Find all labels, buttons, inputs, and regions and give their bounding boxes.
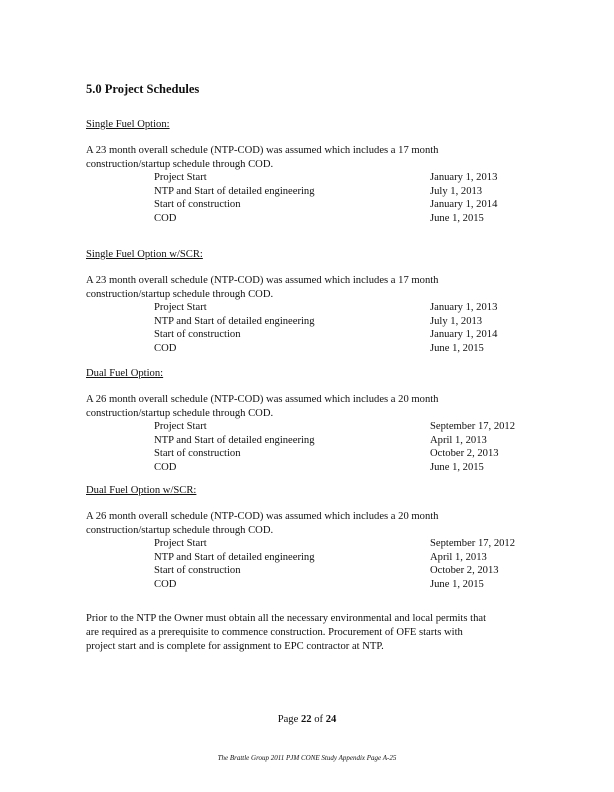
- description-line: A 23 month overall schedule (NTP-COD) was assumed which includes a 17 month: [86, 145, 439, 156]
- milestone-label: NTP and Start of detailed engineering: [154, 185, 315, 197]
- description-line: construction/startup schedule through COD.: [86, 407, 274, 419]
- milestone-date: October 2, 2013: [430, 448, 499, 459]
- schedule-row: [86, 461, 556, 475]
- section-description: [86, 510, 556, 537]
- description-line: A 26 month overall schedule (NTP-COD) was assumed which includes a 20 month: [86, 394, 439, 405]
- milestone-date: January 1, 2014: [430, 329, 498, 340]
- paragraph-line: are required as a prerequisite to commence construction. Procurement of OFE starts with: [86, 627, 463, 638]
- schedule-row: [86, 537, 556, 551]
- section-title: Single Fuel Option:: [86, 119, 170, 130]
- milestone-label: Start of construction: [154, 329, 241, 340]
- closing-paragraph: [86, 612, 546, 654]
- milestone-date: September 17, 2012: [430, 538, 516, 549]
- milestone-label: COD: [154, 461, 177, 473]
- schedule-section-dual-fuel-scr: [86, 484, 556, 591]
- milestone-date: June 1, 2015: [430, 212, 484, 224]
- schedule-row: [86, 420, 556, 434]
- milestone-date: January 1, 2013: [430, 302, 498, 313]
- milestone-label: Start of construction: [154, 448, 241, 459]
- milestone-date: June 1, 2015: [430, 461, 484, 473]
- milestone-label: Project Start: [154, 421, 207, 432]
- schedule-section-dual-fuel: [86, 367, 556, 474]
- page-current: 22: [300, 714, 312, 725]
- schedule-row: [86, 564, 556, 578]
- page-of: of: [314, 714, 324, 725]
- milestone-label: Project Start: [154, 538, 207, 549]
- schedule-row: [86, 185, 556, 199]
- milestone-label: COD: [154, 212, 177, 224]
- milestone-label: NTP and Start of detailed engineering: [154, 434, 315, 446]
- section-description: [86, 274, 556, 301]
- section-title: Dual Fuel Option w/SCR:: [86, 485, 197, 496]
- schedule-row: [86, 551, 556, 565]
- footer-citation: The Brattle Group 2011 PJM CONE Study Appendix Page A-25: [217, 754, 397, 762]
- description-line: A 26 month overall schedule (NTP-COD) was assumed which includes a 20 month: [86, 511, 439, 522]
- milestone-date: April 1, 2013: [430, 434, 487, 446]
- schedule-row: [86, 315, 556, 329]
- milestone-label: Project Start: [154, 302, 207, 313]
- page-total: 24: [325, 714, 337, 725]
- schedule-row: [86, 301, 556, 315]
- page-heading: 5.0 Project Schedules: [86, 82, 200, 96]
- milestone-date: January 1, 2013: [430, 172, 498, 183]
- milestone-label: COD: [154, 342, 177, 354]
- schedule-row: [86, 578, 556, 592]
- milestone-date: April 1, 2013: [430, 551, 487, 563]
- milestone-date: January 1, 2014: [430, 199, 498, 210]
- page-prefix: Page: [277, 714, 299, 725]
- milestone-date: June 1, 2015: [430, 342, 484, 354]
- schedule-row: [86, 342, 556, 356]
- section-description: [86, 144, 556, 171]
- paragraph-line: project start and is complete for assignment to EPC contractor at NTP.: [86, 641, 384, 652]
- milestone-label: Start of construction: [154, 199, 241, 210]
- schedule-row: [86, 212, 556, 226]
- milestone-label: COD: [154, 578, 177, 590]
- milestone-date: October 2, 2013: [430, 565, 499, 576]
- section-title: Dual Fuel Option:: [86, 368, 164, 379]
- description-line: construction/startup schedule through COD.: [86, 158, 274, 170]
- schedule-row: [86, 328, 556, 342]
- description-line: construction/startup schedule through COD.: [86, 524, 274, 536]
- schedule-section-single-fuel: [86, 118, 556, 225]
- milestone-label: NTP and Start of detailed engineering: [154, 551, 315, 563]
- schedule-row: [86, 434, 556, 448]
- milestone-date: June 1, 2015: [430, 578, 484, 590]
- section-description: [86, 393, 556, 420]
- page-number: [0, 714, 614, 725]
- schedule-section-single-fuel-scr: [86, 248, 556, 355]
- milestone-label: Project Start: [154, 172, 207, 183]
- description-line: A 23 month overall schedule (NTP-COD) was assumed which includes a 17 month: [86, 275, 439, 286]
- milestone-label: NTP and Start of detailed engineering: [154, 315, 315, 327]
- milestone-date: July 1, 2013: [430, 315, 483, 327]
- schedule-row: [86, 447, 556, 461]
- schedule-row: [86, 198, 556, 212]
- paragraph-line: Prior to the NTP the Owner must obtain all the necessary environmental and local permits that: [86, 613, 487, 624]
- description-line: construction/startup schedule through COD.: [86, 288, 274, 300]
- milestone-date: July 1, 2013: [430, 185, 483, 197]
- section-title: Single Fuel Option w/SCR:: [86, 249, 203, 260]
- schedule-row: [86, 171, 556, 185]
- milestone-date: September 17, 2012: [430, 421, 516, 432]
- milestone-label: Start of construction: [154, 565, 241, 576]
